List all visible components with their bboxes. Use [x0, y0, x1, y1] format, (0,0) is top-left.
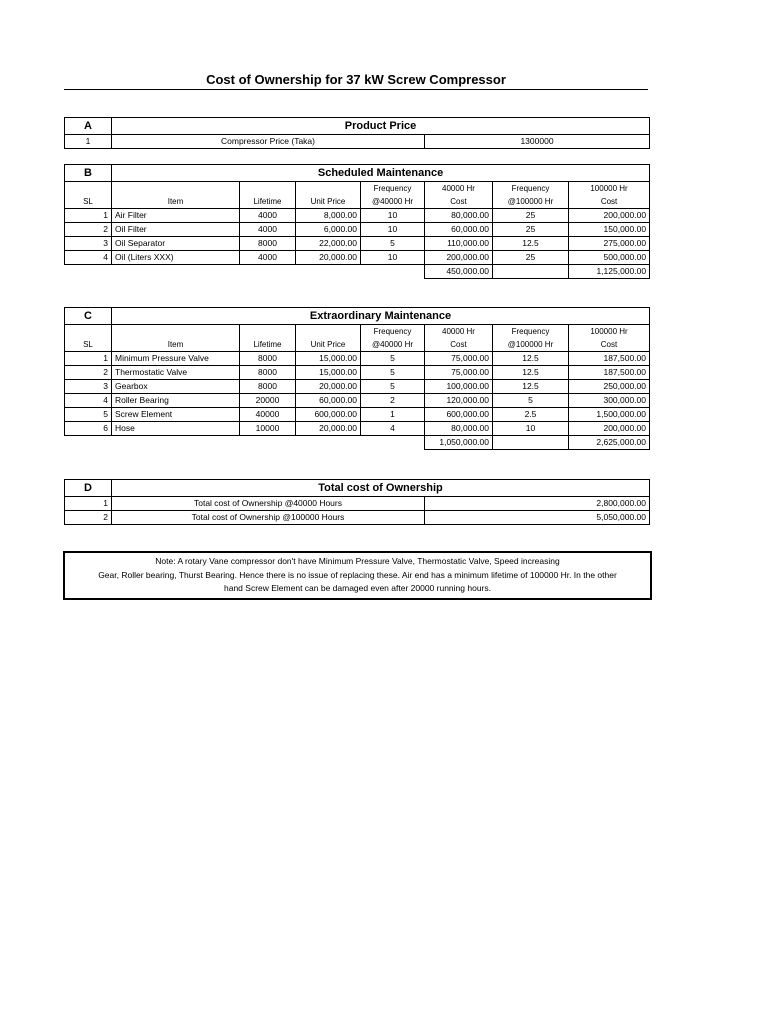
row-unit-price: 20,000.00	[296, 251, 361, 265]
row-value: 1300000	[425, 135, 650, 149]
row-lifetime: 8000	[240, 237, 296, 251]
title-underline	[64, 89, 648, 90]
header-freq100-bottom: @100000 Hr	[493, 338, 569, 352]
row-unit-price: 60,000.00	[296, 394, 361, 408]
row-sl: 6	[65, 422, 112, 436]
row-cost100: 187,500.00	[569, 352, 650, 366]
header-unit-price: Unit Price	[296, 338, 361, 352]
total-cost-table	[64, 479, 650, 525]
row-unit-price: 6,000.00	[296, 223, 361, 237]
total-cost40: 1,050,000.00	[425, 436, 493, 450]
row-freq40: 1	[361, 408, 425, 422]
header-cost40-top: 40000 Hr	[425, 182, 493, 196]
row-unit-price: 600,000.00	[296, 408, 361, 422]
row-cost40: 75,000.00	[425, 352, 493, 366]
header-cost100-bottom: Cost	[569, 338, 650, 352]
row-lifetime: 10000	[240, 422, 296, 436]
header-cost40-bottom: Cost	[425, 195, 493, 209]
section-letter: A	[65, 118, 112, 135]
row-freq100: 12.5	[493, 352, 569, 366]
row-sl: 1	[65, 352, 112, 366]
row-lifetime: 8000	[240, 366, 296, 380]
table-row	[65, 408, 650, 422]
row-freq40: 10	[361, 251, 425, 265]
header-freq40-bottom: @40000 Hr	[361, 195, 425, 209]
table-row	[65, 422, 650, 436]
row-cost100: 200,000.00	[569, 209, 650, 223]
row-item: Roller Bearing	[112, 394, 240, 408]
header-cost100-top: 100000 Hr	[569, 182, 650, 196]
row-unit-price: 20,000.00	[296, 422, 361, 436]
row-cost100: 250,000.00	[569, 380, 650, 394]
row-label: Total cost of Ownership @40000 Hours	[112, 497, 425, 511]
row-unit-price: 8,000.00	[296, 209, 361, 223]
row-freq100: 25	[493, 223, 569, 237]
product-price-table	[64, 117, 650, 149]
row-freq100: 25	[493, 251, 569, 265]
table-row	[65, 237, 650, 251]
header-sl: SL	[65, 195, 112, 209]
row-freq40: 10	[361, 209, 425, 223]
total-cost40: 450,000.00	[425, 265, 493, 279]
table-row	[65, 251, 650, 265]
row-freq40: 5	[361, 352, 425, 366]
row-label: Total cost of Ownership @100000 Hours	[112, 511, 425, 525]
row-item: Air Filter	[112, 209, 240, 223]
header-unit-price: Unit Price	[296, 195, 361, 209]
row-cost40: 110,000.00	[425, 237, 493, 251]
table-row	[65, 209, 650, 223]
row-freq40: 4	[361, 422, 425, 436]
row-sl: 3	[65, 380, 112, 394]
row-cost100: 500,000.00	[569, 251, 650, 265]
row-sl: 1	[65, 135, 112, 149]
row-cost40: 120,000.00	[425, 394, 493, 408]
row-value: 2,800,000.00	[425, 497, 650, 511]
row-sl: 2	[65, 366, 112, 380]
row-item: Oil (Liters XXX)	[112, 251, 240, 265]
row-lifetime: 40000	[240, 408, 296, 422]
row-item: Screw Element	[112, 408, 240, 422]
row-unit-price: 22,000.00	[296, 237, 361, 251]
row-lifetime: 4000	[240, 209, 296, 223]
section-heading: Total cost of Ownership	[112, 480, 650, 497]
table-row	[65, 380, 650, 394]
header-lifetime: Lifetime	[240, 338, 296, 352]
row-freq100: 12.5	[493, 237, 569, 251]
row-cost40: 60,000.00	[425, 223, 493, 237]
row-cost40: 80,000.00	[425, 422, 493, 436]
row-item: Thermostatic Valve	[112, 366, 240, 380]
row-cost100: 275,000.00	[569, 237, 650, 251]
header-lifetime: Lifetime	[240, 195, 296, 209]
header-cost100-top: 100000 Hr	[569, 325, 650, 339]
row-freq100: 10	[493, 422, 569, 436]
header-cost40-bottom: Cost	[425, 338, 493, 352]
note-line: hand Screw Element can be damaged even after 20000 running hours.	[224, 583, 491, 593]
header-freq40-top: Frequency	[361, 182, 425, 196]
row-lifetime: 20000	[240, 394, 296, 408]
row-unit-price: 20,000.00	[296, 380, 361, 394]
row-freq40: 10	[361, 223, 425, 237]
row-cost100: 150,000.00	[569, 223, 650, 237]
row-sl: 1	[65, 209, 112, 223]
row-sl: 4	[65, 251, 112, 265]
section-letter: D	[65, 480, 112, 497]
row-item: Oil Separator	[112, 237, 240, 251]
row-freq40: 5	[361, 366, 425, 380]
header-sl: SL	[65, 338, 112, 352]
section-letter: B	[65, 165, 112, 182]
section-heading: Scheduled Maintenance	[112, 165, 650, 182]
section-letter: C	[65, 308, 112, 325]
row-cost40: 75,000.00	[425, 366, 493, 380]
header-freq100-top: Frequency	[493, 325, 569, 339]
row-value: 5,050,000.00	[425, 511, 650, 525]
row-unit-price: 15,000.00	[296, 366, 361, 380]
row-freq40: 5	[361, 237, 425, 251]
row-freq100: 5	[493, 394, 569, 408]
row-cost40: 80,000.00	[425, 209, 493, 223]
row-freq100: 25	[493, 209, 569, 223]
row-lifetime: 4000	[240, 223, 296, 237]
table-row	[65, 366, 650, 380]
row-cost40: 100,000.00	[425, 380, 493, 394]
row-freq100: 2.5	[493, 408, 569, 422]
row-sl: 3	[65, 237, 112, 251]
row-sl: 2	[65, 223, 112, 237]
note-box	[63, 551, 652, 600]
header-item: Item	[112, 195, 240, 209]
page-title: Cost of Ownership for 37 kW Screw Compressor	[206, 72, 506, 87]
row-sl: 5	[65, 408, 112, 422]
row-item: Gearbox	[112, 380, 240, 394]
row-unit-price: 15,000.00	[296, 352, 361, 366]
row-item: Oil Filter	[112, 223, 240, 237]
header-cost100-bottom: Cost	[569, 195, 650, 209]
row-label: Compressor Price (Taka)	[112, 135, 425, 149]
section-heading: Product Price	[112, 118, 650, 135]
row-cost100: 300,000.00	[569, 394, 650, 408]
row-freq40: 5	[361, 380, 425, 394]
total-cost100: 2,625,000.00	[569, 436, 650, 450]
row-item: Hose	[112, 422, 240, 436]
row-cost100: 187,500.00	[569, 366, 650, 380]
row-cost100: 200,000.00	[569, 422, 650, 436]
scheduled-maintenance-table	[64, 164, 650, 279]
row-lifetime: 4000	[240, 251, 296, 265]
total-cost100: 1,125,000.00	[569, 265, 650, 279]
header-freq100-bottom: @100000 Hr	[493, 195, 569, 209]
header-freq100-top: Frequency	[493, 182, 569, 196]
table-row	[65, 394, 650, 408]
row-sl: 1	[65, 497, 112, 511]
row-cost40: 200,000.00	[425, 251, 493, 265]
header-freq40-bottom: @40000 Hr	[361, 338, 425, 352]
header-cost40-top: 40000 Hr	[425, 325, 493, 339]
note-line: Gear, Roller bearing, Thurst Bearing. Hence there is no issue of replacing these. Air end has a minimum lifetime of 100000 Hr. In the other	[98, 569, 617, 580]
header-freq40-top: Frequency	[361, 325, 425, 339]
extraordinary-maintenance-table	[64, 307, 650, 450]
row-freq100: 12.5	[493, 380, 569, 394]
table-row	[65, 352, 650, 366]
row-lifetime: 8000	[240, 380, 296, 394]
row-item: Minimum Pressure Valve	[112, 352, 240, 366]
table-row	[65, 223, 650, 237]
note-line: Note: A rotary Vane compressor don't have Minimum Pressure Valve, Thermostatic Valve, Speed increasing	[155, 556, 560, 566]
row-lifetime: 8000	[240, 352, 296, 366]
row-freq100: 12.5	[493, 366, 569, 380]
row-sl: 2	[65, 511, 112, 525]
row-cost100: 1,500,000.00	[569, 408, 650, 422]
row-cost40: 600,000.00	[425, 408, 493, 422]
row-sl: 4	[65, 394, 112, 408]
row-freq40: 2	[361, 394, 425, 408]
header-item: Item	[112, 338, 240, 352]
section-heading: Extraordinary Maintenance	[112, 308, 650, 325]
